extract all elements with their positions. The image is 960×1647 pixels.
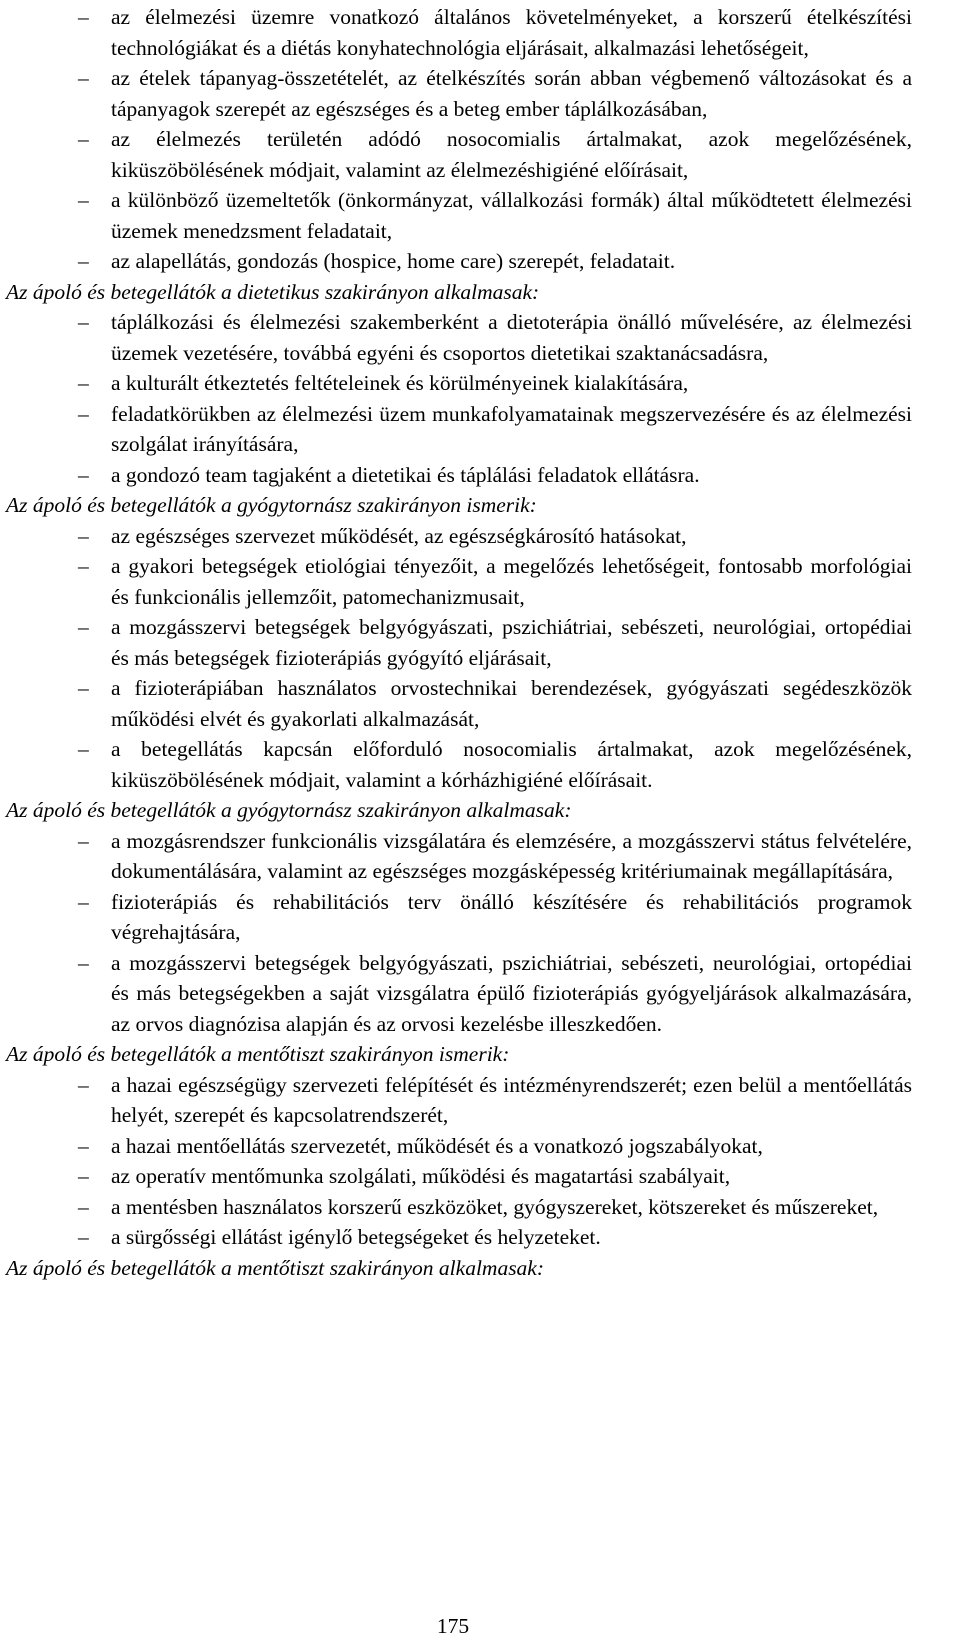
list-item (6, 2, 912, 63)
list-item-text: feladatkörükben az élelmezési üzem munkafolyamatainak megszervezésére és az élelmezési szolgálat irányítására, (111, 401, 912, 456)
section-heading: Az ápoló és betegellátók a mentőtiszt szakirányon alkalmasak: (6, 1255, 545, 1280)
list-item (6, 521, 912, 552)
list-item-text: fizioterápiás és rehabilitációs terv önálló készítésére és rehabilitációs programok végrehajtására, (111, 889, 912, 944)
dash-bullet-icon: – (78, 1133, 89, 1158)
section (6, 795, 912, 1039)
list-item (6, 1222, 912, 1253)
dash-bullet-icon: – (78, 554, 89, 578)
section-heading: Az ápoló és betegellátók a mentőtiszt szakirányon ismerik: (6, 1042, 510, 1066)
dash-bullet-icon: – (78, 1225, 89, 1249)
list-item-text: a hazai mentőellátás szervezetét, működését és a vonatkozó jogszabályokat, (111, 1133, 763, 1158)
list-item-text: az egészséges szervezet működését, az egészségkárosító hatásokat, (111, 523, 687, 548)
list-item-text: az ételek tápanyag-összetételét, az ételkészítés során abban végbemenő változásokat és a tápanyagok szerepét az egészséges és a beteg ember táplálkozásában, (111, 66, 912, 121)
dash-bullet-icon: – (78, 676, 89, 700)
section (6, 1039, 912, 1253)
dash-bullet-icon: – (78, 188, 89, 212)
list-item-text: a mozgásszervi betegségek belgyógyászati, pszichiátriai, sebészeti, neurológiai, ortopédiai és más betegségekben a saját vizsgálatra épülő fizioterápiás gyógyeljárások alkalmazására, az orvos diagnózisa alapján és az orvosi kezelésbe illeszkedően. (111, 950, 912, 1036)
dash-bullet-icon: – (78, 66, 89, 90)
bullet-list (6, 307, 912, 490)
page-number: 175 (436, 1614, 470, 1638)
dash-bullet-icon: – (78, 523, 89, 548)
list-item (6, 124, 912, 185)
list-item (6, 185, 912, 246)
list-item (6, 460, 912, 491)
dash-bullet-icon: – (78, 1072, 89, 1097)
bullet-list (6, 2, 912, 277)
section (6, 1253, 912, 1284)
dash-bullet-icon: – (78, 462, 89, 487)
dash-bullet-icon: – (78, 1194, 89, 1219)
dash-bullet-icon: – (78, 950, 89, 975)
list-item (6, 63, 912, 124)
list-item-text: a mozgásszervi betegségek belgyógyászati, pszichiátriai, sebészeti, neurológiai, ortopédiai és más betegségek fizioterápiás gyógyító eljárásait, (111, 615, 912, 670)
list-item-text: az operatív mentőmunka szolgálati, működési és magatartási szabályait, (111, 1164, 731, 1188)
section (6, 490, 912, 795)
bullet-list (6, 826, 912, 1040)
list-item (6, 1070, 912, 1131)
dash-bullet-icon: – (78, 371, 89, 395)
list-item (6, 368, 912, 399)
list-item-text: a sürgősségi ellátást igénylő betegségeket és helyzeteket. (111, 1225, 601, 1249)
list-item (6, 1131, 912, 1162)
list-item (6, 1192, 912, 1223)
section (6, 277, 912, 491)
list-item-text: a mentésben használatos korszerű eszközöket, gyógyszereket, kötszereket és műszereket, (111, 1194, 879, 1219)
list-item (6, 948, 912, 1040)
section (6, 2, 912, 277)
list-item-text: az élelmezés területén adódó nosocomialis ártalmakat, azok megelőzésének, kiküszöbölésének módjait, valamint az élelmezéshigiéné előírásait, (111, 127, 912, 182)
dash-bullet-icon: – (78, 5, 89, 29)
section-heading: Az ápoló és betegellátók a gyógytornász szakirányon ismerik: (6, 493, 537, 517)
list-item (6, 612, 912, 673)
list-item-text: a fizioterápiában használatos orvostechnikai berendezések, gyógyászati segédeszközök működési elvét és gyakorlati alkalmazását, (111, 676, 912, 731)
list-item (6, 826, 912, 887)
list-item-text: az élelmezési üzemre vonatkozó általános követelményeket, a korszerű ételkészítési technológiákat és a diétás konyhatechnológia eljárásait, alkalmazási lehetőségeit, (111, 5, 912, 60)
list-item (6, 673, 912, 734)
list-item (6, 887, 912, 948)
list-item-text: a hazai egészségügy szervezeti felépítését és intézményrendszerét; ezen belül a mentőellátás helyét, szerepét és kapcsolatrendszerét, (111, 1072, 912, 1127)
section-heading: Az ápoló és betegellátók a dietetikus szakirányon alkalmasak: (6, 279, 540, 304)
dash-bullet-icon: – (78, 1164, 89, 1188)
list-item-text: a különböző üzemeltetők (önkormányzat, vállalkozási formák) által működtetett élelmezési üzemek menedzsment feladatait, (111, 188, 912, 243)
list-item-text: a kulturált étkeztetés feltételeinek és körülményeinek kialakítására, (111, 371, 689, 395)
list-item-text: a mozgásrendszer funkcionális vizsgálatára és elemzésére, a mozgásszervi státus felvételére, dokumentálására, valamint az egészséges mozgásképesség kritériumainak megállapítására, (111, 828, 912, 883)
dash-bullet-icon: – (78, 249, 89, 273)
list-item-text: táplálkozási és élelmezési szakemberként a dietoterápia önálló művelésére, az élelmezési üzemek vezetésére, továbbá egyéni és csoportos dietetikai szaktanácsadásra, (111, 310, 912, 365)
dash-bullet-icon: – (78, 615, 89, 639)
dash-bullet-icon: – (78, 737, 89, 761)
list-item (6, 551, 912, 612)
list-item (6, 1161, 912, 1192)
list-item (6, 399, 912, 460)
dash-bullet-icon: – (78, 127, 89, 151)
bullet-list (6, 1070, 912, 1253)
list-item-text: a gyakori betegségek etiológiai tényezőit, a megelőzés lehetőségeit, fontosabb morfológiai és funkcionális jellemzőit, patomechanizmusait, (111, 554, 912, 609)
dash-bullet-icon: – (78, 310, 89, 334)
list-item-text: a betegellátás kapcsán előforduló nosocomialis ártalmakat, azok megelőzésének, kiküszöbölésének módjait, valamint a kórházhigiéné előírásait. (111, 737, 912, 792)
list-item-text: az alapellátás, gondozás (hospice, home care) szerepét, feladatait. (111, 249, 676, 273)
list-item (6, 246, 912, 277)
list-item (6, 734, 912, 795)
dash-bullet-icon: – (78, 828, 89, 853)
list-item (6, 307, 912, 368)
list-item-text: a gondozó team tagjaként a dietetikai és táplálási feladatok ellátásra. (111, 462, 700, 487)
dash-bullet-icon: – (78, 401, 89, 426)
section-heading: Az ápoló és betegellátók a gyógytornász szakirányon alkalmasak: (6, 798, 572, 822)
document-body (6, 2, 912, 1283)
dash-bullet-icon: – (78, 889, 89, 914)
bullet-list (6, 521, 912, 796)
